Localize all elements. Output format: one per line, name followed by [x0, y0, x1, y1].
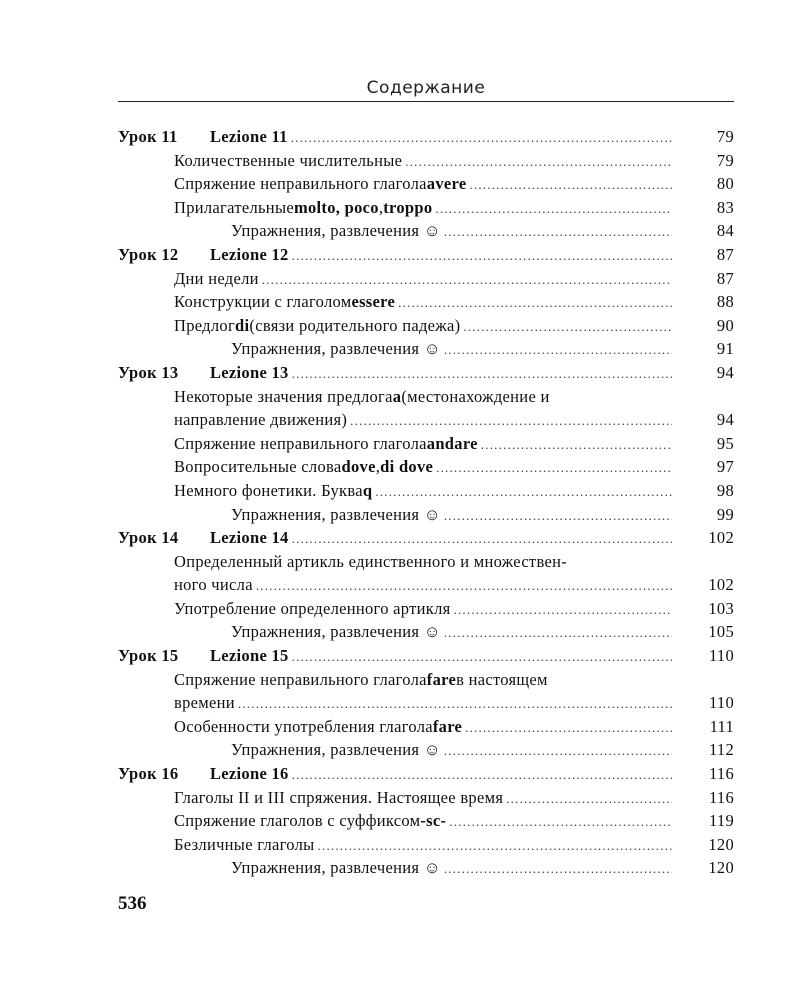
page-number-ref: 120	[708, 858, 734, 878]
toc-topic-row[interactable]	[118, 149, 734, 173]
entry-text: Особенности употребления глагола	[174, 716, 433, 736]
page-number-ref: 110	[708, 693, 734, 713]
entry-body	[174, 385, 734, 409]
toc-topic-row[interactable]	[118, 290, 734, 314]
keyword: fare	[426, 669, 457, 689]
entry-body	[174, 432, 672, 457]
dot-leader	[291, 126, 672, 150]
lesson-title-it: Lezione 16	[210, 764, 289, 784]
toc-topic-row[interactable]	[118, 408, 734, 432]
entry-text: ного числа	[174, 575, 253, 595]
keyword: dove	[341, 457, 376, 477]
toc-lesson-row[interactable]	[118, 243, 734, 267]
toc-exercise-row[interactable]	[118, 337, 734, 361]
entry-text: Глаголы II и III спряжения. Настоящее время	[174, 787, 504, 807]
entry-body	[174, 786, 672, 811]
exercise-label: Упражнения, развлечения ☺	[231, 221, 441, 241]
dot-leader	[444, 220, 672, 244]
toc-topic-row[interactable]	[118, 550, 734, 574]
toc-topic-row[interactable]	[118, 691, 734, 715]
toc-topic-row[interactable]	[118, 314, 734, 338]
entry-text: Вопросительные слова	[174, 457, 342, 477]
page-number-ref: 95	[716, 433, 734, 453]
toc-lesson-row[interactable]	[118, 762, 734, 786]
lesson-title-it: Lezione 13	[210, 362, 289, 382]
dot-leader	[405, 150, 672, 174]
entry-text: Дни недели	[174, 268, 259, 288]
dot-leader	[444, 504, 672, 528]
dot-leader	[256, 574, 672, 598]
entry-text: Некоторые значения предлога	[174, 386, 393, 406]
lesson-number-ru: Урок 12	[118, 244, 179, 264]
entry-body	[174, 479, 672, 504]
dot-leader	[454, 598, 672, 622]
dot-leader	[449, 810, 672, 834]
entry-body	[174, 455, 672, 480]
entry-body	[174, 809, 672, 834]
dot-leader	[292, 645, 672, 669]
entry-text: Немного фонетики. Буква	[174, 480, 363, 500]
dot-leader	[292, 527, 672, 551]
toc-topic-row[interactable]	[118, 196, 734, 220]
page-number-ref: 83	[716, 197, 734, 217]
entry-body	[118, 762, 672, 787]
exercise-label: Упражнения, развлечения ☺	[231, 504, 441, 524]
toc-exercise-row[interactable]	[118, 856, 734, 880]
page-number-ref: 84	[716, 221, 734, 241]
entry-body	[174, 668, 734, 692]
entry-body	[174, 691, 672, 716]
entry-body	[174, 597, 672, 622]
entry-text: Употребление определенного артикля	[174, 598, 451, 618]
entry-text: (связи родительного падежа)	[249, 315, 461, 335]
keyword: a	[392, 386, 402, 406]
exercise-label: Упражнения, развлечения ☺	[231, 740, 441, 760]
dot-leader	[436, 456, 672, 480]
toc-topic-row[interactable]	[118, 573, 734, 597]
page-number-ref: 98	[716, 480, 734, 500]
dot-leader	[435, 197, 672, 221]
entry-body	[118, 243, 672, 268]
entry-body	[231, 738, 672, 763]
dot-leader	[375, 480, 672, 504]
page-number-ref: 94	[716, 362, 734, 382]
page-number-ref: 102	[708, 528, 734, 548]
entry-body	[118, 644, 672, 669]
entry-body	[174, 550, 734, 574]
toc-topic-row[interactable]	[118, 479, 734, 503]
entry-text: Спряжение неправильного глагола	[174, 669, 427, 689]
page-number: 536	[118, 893, 147, 914]
toc-topic-row[interactable]	[118, 267, 734, 291]
entry-text: Прилагательные	[174, 197, 294, 217]
toc-exercise-row[interactable]	[118, 219, 734, 243]
lesson-number-ru: Урок 16	[118, 764, 179, 784]
keyword: avere	[426, 174, 467, 194]
entry-body	[231, 620, 672, 645]
entry-body	[174, 267, 672, 292]
page-number-ref: 90	[716, 315, 734, 335]
page-number-ref: 112	[708, 740, 734, 760]
lesson-number-ru: Урок 11	[118, 127, 178, 146]
dot-leader	[350, 409, 672, 433]
page-number-ref: 105	[708, 622, 734, 642]
entry-body	[231, 337, 672, 362]
dot-leader	[444, 739, 672, 763]
keyword: -sc-	[420, 811, 447, 831]
entry-text: Количественные числительные	[174, 150, 403, 170]
lesson-title-it: Lezione 14	[210, 528, 289, 548]
dot-leader	[238, 692, 672, 716]
lesson-number-ru: Урок 15	[118, 646, 179, 666]
entry-body	[174, 833, 672, 858]
dot-leader	[506, 787, 672, 811]
toc-topic-row[interactable]	[118, 668, 734, 692]
entry-body	[174, 573, 672, 598]
entry-text: Конструкции с глаголом	[174, 292, 352, 312]
dot-leader	[444, 857, 672, 881]
toc-topic-row[interactable]	[118, 833, 734, 857]
page-number-ref: 88	[716, 292, 734, 312]
entry-body	[231, 503, 672, 528]
dot-leader	[469, 173, 672, 197]
entry-text: ,	[378, 197, 384, 217]
toc-topic-row[interactable]	[118, 597, 734, 621]
lesson-title-it: Lezione 12	[210, 244, 289, 264]
page-number-ref: 87	[716, 244, 734, 264]
entry-body	[174, 172, 672, 197]
entry-body	[174, 149, 672, 174]
page-number-ref: 103	[708, 598, 734, 618]
keyword: andare	[426, 433, 478, 453]
toc-lesson-row[interactable]	[118, 644, 734, 668]
keyword: di	[235, 315, 250, 335]
lesson-title-it: Lezione 15	[210, 646, 289, 666]
keyword: di dove	[380, 457, 434, 477]
page-number-ref: 119	[708, 811, 734, 831]
entry-text: Предлог	[174, 315, 236, 335]
page-number-ref: 80	[716, 174, 734, 194]
toc-topic-row[interactable]	[118, 172, 734, 196]
page-number-ref: 97	[716, 457, 734, 477]
page-number-ref: 87	[716, 268, 734, 288]
dot-leader	[292, 763, 672, 787]
entry-text: времени	[174, 693, 235, 713]
dot-leader	[398, 291, 672, 315]
exercise-label: Упражнения, развлечения ☺	[231, 339, 441, 359]
toc-lesson-row[interactable]	[118, 526, 734, 550]
entry-body	[174, 314, 672, 339]
toc-topic-row[interactable]	[118, 385, 734, 409]
table-of-contents	[118, 125, 734, 880]
page-number-ref: 116	[708, 787, 734, 807]
page-number-ref: 79	[716, 127, 734, 146]
entry-body	[118, 526, 672, 551]
keyword: fare	[432, 716, 463, 736]
entry-text: направление движения)	[174, 410, 348, 430]
entry-text: ,	[375, 457, 381, 477]
page-number-ref: 99	[716, 504, 734, 524]
entry-body	[174, 715, 672, 740]
entry-body	[174, 408, 672, 433]
dot-leader	[292, 244, 672, 268]
dot-leader	[465, 716, 672, 740]
toc-topic-row[interactable]	[118, 786, 734, 810]
lesson-title-it: Lezione 11	[210, 127, 288, 146]
dot-leader	[463, 315, 672, 339]
dot-leader	[444, 338, 672, 362]
entry-text: Спряжение неправильного глагола	[174, 174, 427, 194]
page-number-ref: 91	[716, 339, 734, 359]
toc-lesson-row[interactable]	[118, 125, 734, 149]
toc-topic-row[interactable]	[118, 432, 734, 456]
entry-body	[174, 196, 672, 221]
page-number-ref: 94	[716, 410, 734, 430]
page-number-ref: 111	[709, 716, 734, 736]
header-rule	[118, 101, 734, 102]
entry-text: Спряжение глаголов с суффиксом	[174, 811, 421, 831]
lesson-number-ru: Урок 13	[118, 362, 179, 382]
exercise-label: Упражнения, развлечения ☺	[231, 858, 441, 878]
running-head-title: Содержание	[366, 78, 486, 98]
dot-leader	[292, 362, 672, 386]
toc-exercise-row[interactable]	[118, 503, 734, 527]
keyword: troppo	[383, 197, 433, 217]
lesson-number-ru: Урок 14	[118, 528, 179, 548]
page-number-ref: 116	[708, 764, 734, 784]
keyword: molto, poco	[293, 197, 379, 217]
dot-leader	[262, 268, 672, 292]
entry-text: (местонахождение и	[401, 386, 550, 406]
toc-topic-row[interactable]	[118, 809, 734, 833]
toc-topic-row[interactable]	[118, 455, 734, 479]
entry-text: Безличные глаголы	[174, 834, 315, 854]
exercise-label: Упражнения, развлечения ☺	[231, 622, 441, 642]
toc-exercise-row[interactable]	[118, 738, 734, 762]
page-number-ref: 120	[708, 834, 734, 854]
dot-leader	[318, 834, 672, 858]
page-number-ref: 110	[708, 646, 734, 666]
entry-body	[118, 125, 672, 150]
toc-exercise-row[interactable]	[118, 620, 734, 644]
toc-lesson-row[interactable]	[118, 361, 734, 385]
page-number-ref: 79	[716, 150, 734, 170]
entry-body	[174, 290, 672, 315]
entry-body	[231, 856, 672, 881]
page-number-ref: 102	[708, 575, 734, 595]
entry-text: Спряжение неправильного глагола	[174, 433, 427, 453]
entry-text: Определенный артикль единственного и множествен-	[174, 551, 567, 571]
dot-leader	[481, 433, 672, 457]
keyword: essere	[351, 292, 396, 312]
keyword: q	[362, 480, 373, 500]
entry-body	[118, 361, 672, 386]
toc-topic-row[interactable]	[118, 715, 734, 739]
entry-body	[231, 219, 672, 244]
entry-text: в настоящем	[456, 669, 548, 689]
dot-leader	[444, 621, 672, 645]
